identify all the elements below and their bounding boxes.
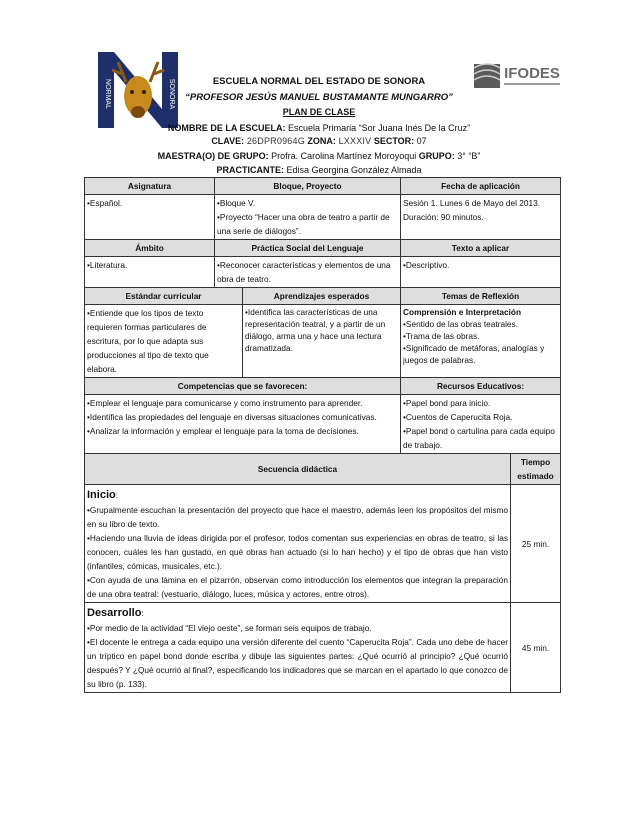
grupo-value: 3° “B” xyxy=(454,151,481,161)
table-row xyxy=(85,603,561,693)
ifodes-text: IFODES xyxy=(504,65,560,82)
zona-label: ZONA: xyxy=(304,136,336,146)
temas-item: •Significado de metáforas, analogías y juegos de palabras. xyxy=(403,343,545,365)
inicio-cell xyxy=(85,485,511,603)
asignatura-header: Asignatura xyxy=(85,178,215,195)
sector-value: 07 xyxy=(414,136,427,146)
table-row xyxy=(85,454,561,485)
texto-header: Texto a aplicar xyxy=(401,240,561,257)
table-row xyxy=(85,257,561,288)
nombre-label: NOMBRE DE LA ESCUELA: xyxy=(167,123,286,133)
competencia-item: •Analizar la información y emplear el lenguaje para la toma de decisiones. xyxy=(87,426,359,436)
sector-label: SECTOR: xyxy=(371,136,415,146)
estandar-cell: •Entiende que los tipos de texto requieren formas particulares de escritura, por lo que adapta sus producciones al tipo de texto que elabora. xyxy=(85,305,243,378)
bloque-item: •Bloque V. xyxy=(217,198,256,208)
competencias-cell xyxy=(85,395,401,454)
table-row xyxy=(85,178,561,195)
competencia-item: •Emplear el lenguaje para comunicarse y como instrumento para aprender. xyxy=(87,398,363,408)
school-name: ESCUELA NORMAL DEL ESTADO DE SONORA xyxy=(212,76,426,87)
competencias-header: Competencias que se favorecen: xyxy=(85,378,401,395)
asignatura-cell: •Español. xyxy=(85,195,215,240)
desarrollo-title: Desarrollo: xyxy=(87,607,144,619)
aprendizajes-cell: •Identifica las características de una representación teatral, y a partir de un diálogo, arma una y hace una lectura dramatizada. xyxy=(243,305,401,378)
school-line xyxy=(80,121,558,135)
maestra-label: MAESTRA(O) DE GRUPO: xyxy=(157,151,269,161)
maestra-value: Profra. Carolina Martínez Moroyoqui xyxy=(268,151,417,161)
desarrollo-cell xyxy=(85,603,511,693)
aprendizajes-header: Aprendizajes esperados xyxy=(243,288,401,305)
tiempo-header: Tiempo estimado xyxy=(511,454,561,485)
bloque-header: Bloque, Proyecto xyxy=(215,178,401,195)
texto-cell: •Descriptivo. xyxy=(401,257,561,288)
temas-title: Comprensión e Interpretación xyxy=(403,307,522,317)
desarrollo-time: 45 min. xyxy=(511,603,561,693)
bloque-item: •Proyecto “Hacer una obra de teatro a partir de una serie de diálogos”. xyxy=(217,212,390,236)
recursos-cell xyxy=(401,395,561,454)
recurso-item: •Papel bond para inicio. xyxy=(403,398,491,408)
zona-value: LXXXIV xyxy=(335,136,372,146)
ambito-cell: •Literatura. xyxy=(85,257,215,288)
logo-sonora-text: SONORA xyxy=(168,78,175,110)
clave-value: 26DPR0964G xyxy=(244,136,305,146)
table-row xyxy=(85,305,561,378)
clave-line xyxy=(80,134,558,148)
temas-header: Temas de Reflexión xyxy=(401,288,561,305)
recursos-header: Recursos Educativos: xyxy=(401,378,561,395)
table-row xyxy=(85,288,561,305)
table-row xyxy=(85,395,561,454)
plan-title: PLAN DE CLASE xyxy=(282,107,356,117)
estandar-header: Estándar curricular xyxy=(85,288,243,305)
practica-cell: •Reconocer características y elementos de una obra de teatro. xyxy=(215,257,401,288)
bloque-cell xyxy=(215,195,401,240)
logo-normal-text: NORMAL xyxy=(104,79,111,109)
inicio-item: •Con ayuda de una lámina en el pizarrón, observan como introducción los elementos que integran la preparación de una obra teatral: (vestuario, diálogo, luces, música y actores, entre otros). xyxy=(87,575,509,599)
fecha-header: Fecha de aplicación xyxy=(401,178,561,195)
table-row xyxy=(85,378,561,395)
temas-cell xyxy=(401,305,561,378)
practicante-label: PRACTICANTE: xyxy=(216,165,284,175)
temas-item: •Trama de las obras. xyxy=(403,331,480,341)
clave-label: CLAVE: xyxy=(211,136,245,146)
school-subtitle: “PROFESOR JESÚS MANUEL BUSTAMANTE MUNGARRO” xyxy=(185,92,453,103)
recurso-item: •Papel bond o cartulina para cada equipo de trabajo. xyxy=(403,426,555,450)
temas-item: •Sentido de las obras teatrales. xyxy=(403,319,518,329)
grupo-label: GRUPO: xyxy=(416,151,455,161)
practica-header: Práctica Social del Lenguaje xyxy=(215,240,401,257)
secuencia-header: Secuencia didáctica xyxy=(85,454,511,485)
nombre-value: Escuela Primaria “Sor Juana Inés De la Cruz” xyxy=(285,123,471,133)
practicante-line xyxy=(80,163,558,177)
practicante-value: Edisa Georgina González Almada xyxy=(283,165,422,175)
inicio-title: Inicio: xyxy=(87,489,118,501)
ambito-header: Ámbito xyxy=(85,240,215,257)
desarrollo-item: •Por medio de la actividad “El viejo oeste”, se forman seis equipos de trabajo. xyxy=(87,623,372,633)
recurso-item: •Cuentos de Caperucita Roja. xyxy=(403,412,513,422)
competencia-item: •Identifica las propiedades del lenguaje en diversas situaciones comunicativas. xyxy=(87,412,377,422)
table-row xyxy=(85,195,561,240)
inicio-time: 25 min. xyxy=(511,485,561,603)
inicio-item: •Haciendo una lluvia de ideas dirigida por el profesor, todos comentan sus experiencias en obras de teatro, si las conocen, cuáles les han gustado, en qué obras han actuado (si lo han hecho) y el tipo de obras que han visto (infantiles, cómicas, musicales, etc.). xyxy=(87,533,509,571)
maestra-line xyxy=(80,149,558,163)
desarrollo-item: •El docente le entrega a cada equipo una versión diferente del cuento “Caperucita Roja”. Cada uno debe de hacer un tríptico en papel bond donde escriba y dibuje las siguientes partes: ¿Qué ocurrió al principio? ¿Qué ocurrió después? Y ¿Qué ocurrió al final?, especificando los indicadores que se marcan en el apartado lo que conozco de su libro (p. 133). xyxy=(87,637,509,689)
inicio-item: •Grupalmente escuchan la presentación del proyecto que hace el maestro, además leen los propósitos del mismo en su libro de texto. xyxy=(87,505,509,529)
plan-table xyxy=(84,177,561,693)
table-row xyxy=(85,240,561,257)
fecha-cell: Sesión 1. Lunes 6 de Mayo del 2013. Duración: 90 minutos. xyxy=(401,195,561,240)
table-row xyxy=(85,485,561,603)
